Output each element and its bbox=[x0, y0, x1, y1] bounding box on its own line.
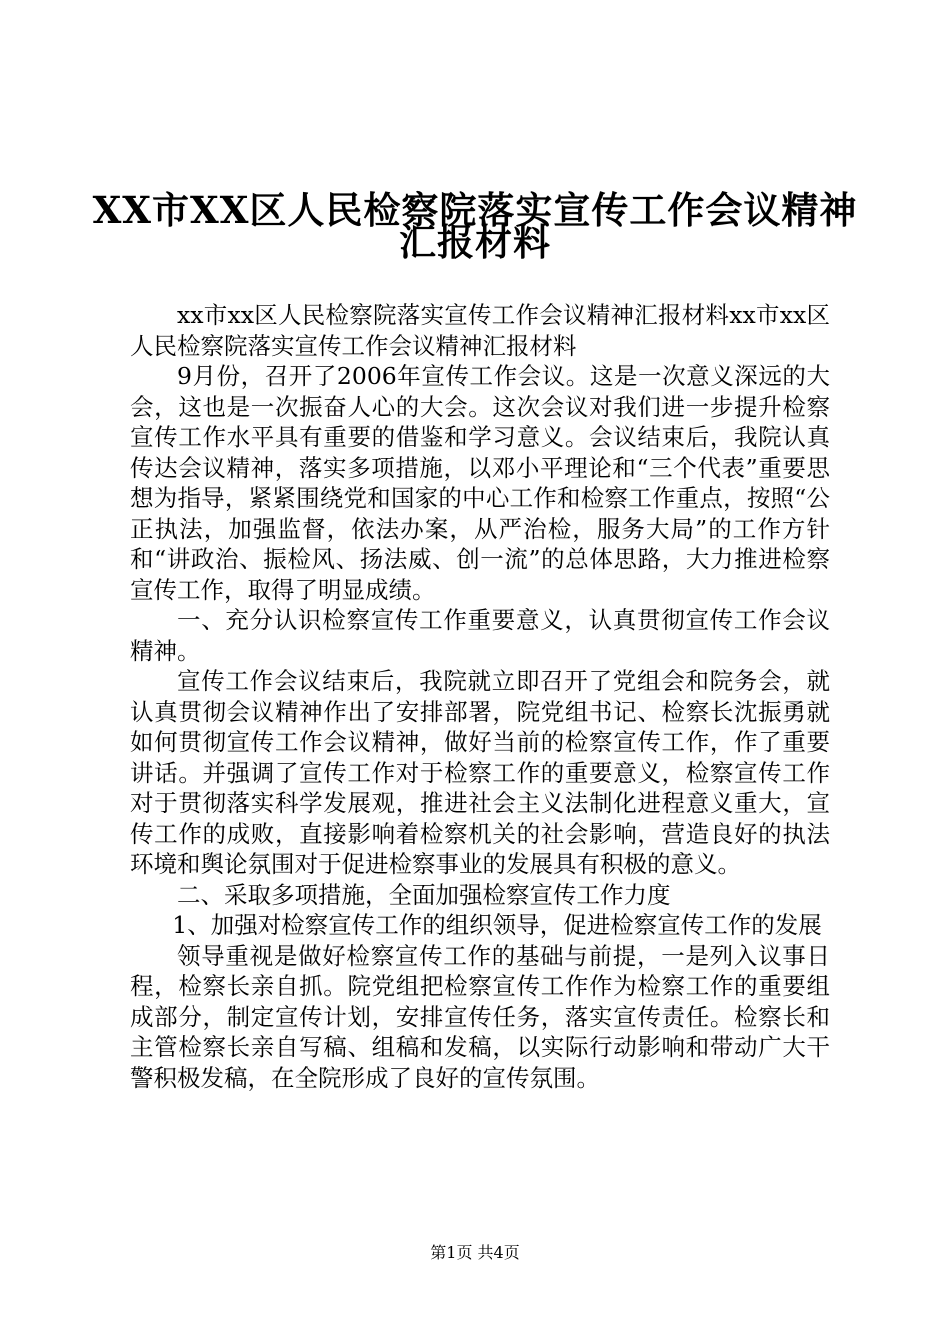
document-title-line-1: XX市XX区人民检察院落实宣传工作会议精神 bbox=[92, 188, 858, 232]
paragraph-intro: xx市xx区人民检察院落实宣传工作会议精神汇报材料xx市xx区人民检察院落实宣传工作会议精神汇报材料 bbox=[130, 301, 830, 360]
page-number-footer: 第1页 共4页 bbox=[430, 1243, 520, 1262]
section-heading-2: 二、采取多项措施，全面加强检察宣传工作力度 bbox=[177, 880, 671, 909]
section-heading-1: 一、充分认识检察宣传工作重要意义，认真贯彻宣传工作会议精神。 bbox=[130, 606, 830, 665]
document-title-line-2: 汇报材料 bbox=[399, 220, 551, 264]
document-body bbox=[130, 300, 830, 1093]
paragraph-subsection-1: 领导重视是做好检察宣传工作的基础与前提，一是列入议事日程，检察长亲自抓。院党组把检察宣传工作作为检察工作的重要组成部分，制定宣传计划，安排宣传任务，落实宣传责任。检察长和主管检察长亲自写稿、组稿和发稿，以实际行动影响和带动广大干警积极发稿，在全院形成了良好的宣传氛围。 bbox=[130, 941, 830, 1092]
subsection-heading-1: 1、加强对检察宣传工作的组织领导，促进检察宣传工作的发展 bbox=[172, 911, 822, 939]
paragraph-section-1: 宣传工作会议结束后，我院就立即召开了党组会和院务会，就认真贯彻会议精神作出了安排部署，院党组书记、检察长沈振勇就如何贯彻宣传工作会议精神，做好当前的检察宣传工作，作了重要讲话。并强调了宣传工作对于检察工作的重要意义，检察宣传工作对于贯彻落实科学发展观，推进社会主义法制化进程意义重大，宣传工作的成败，直接影响着检察机关的社会影响，营造良好的执法环境和舆论氛围对于促进检察事业的发展具有积极的意义。 bbox=[130, 667, 830, 878]
paragraph-overview: 9月份，召开了2006年宣传工作会议。这是一次意义深远的大会，这也是一次振奋人心的大会。这次会议对我们进一步提升检察宣传工作水平具有重要的借鉴和学习意义。会议结束后，我院认真传达会议精神，落实多项措施，以邓小平理论和“三个代表”重要思想为指导，紧紧围绕党和国家的中心工作和检察工作重点，按照“公正执法，加强监督，依法办案，从严治检，服务大局”的工作方针和“讲政治、振检风、扬法威、创一流”的总体思路，大力推进检察宣传工作，取得了明显成绩。 bbox=[130, 362, 830, 604]
